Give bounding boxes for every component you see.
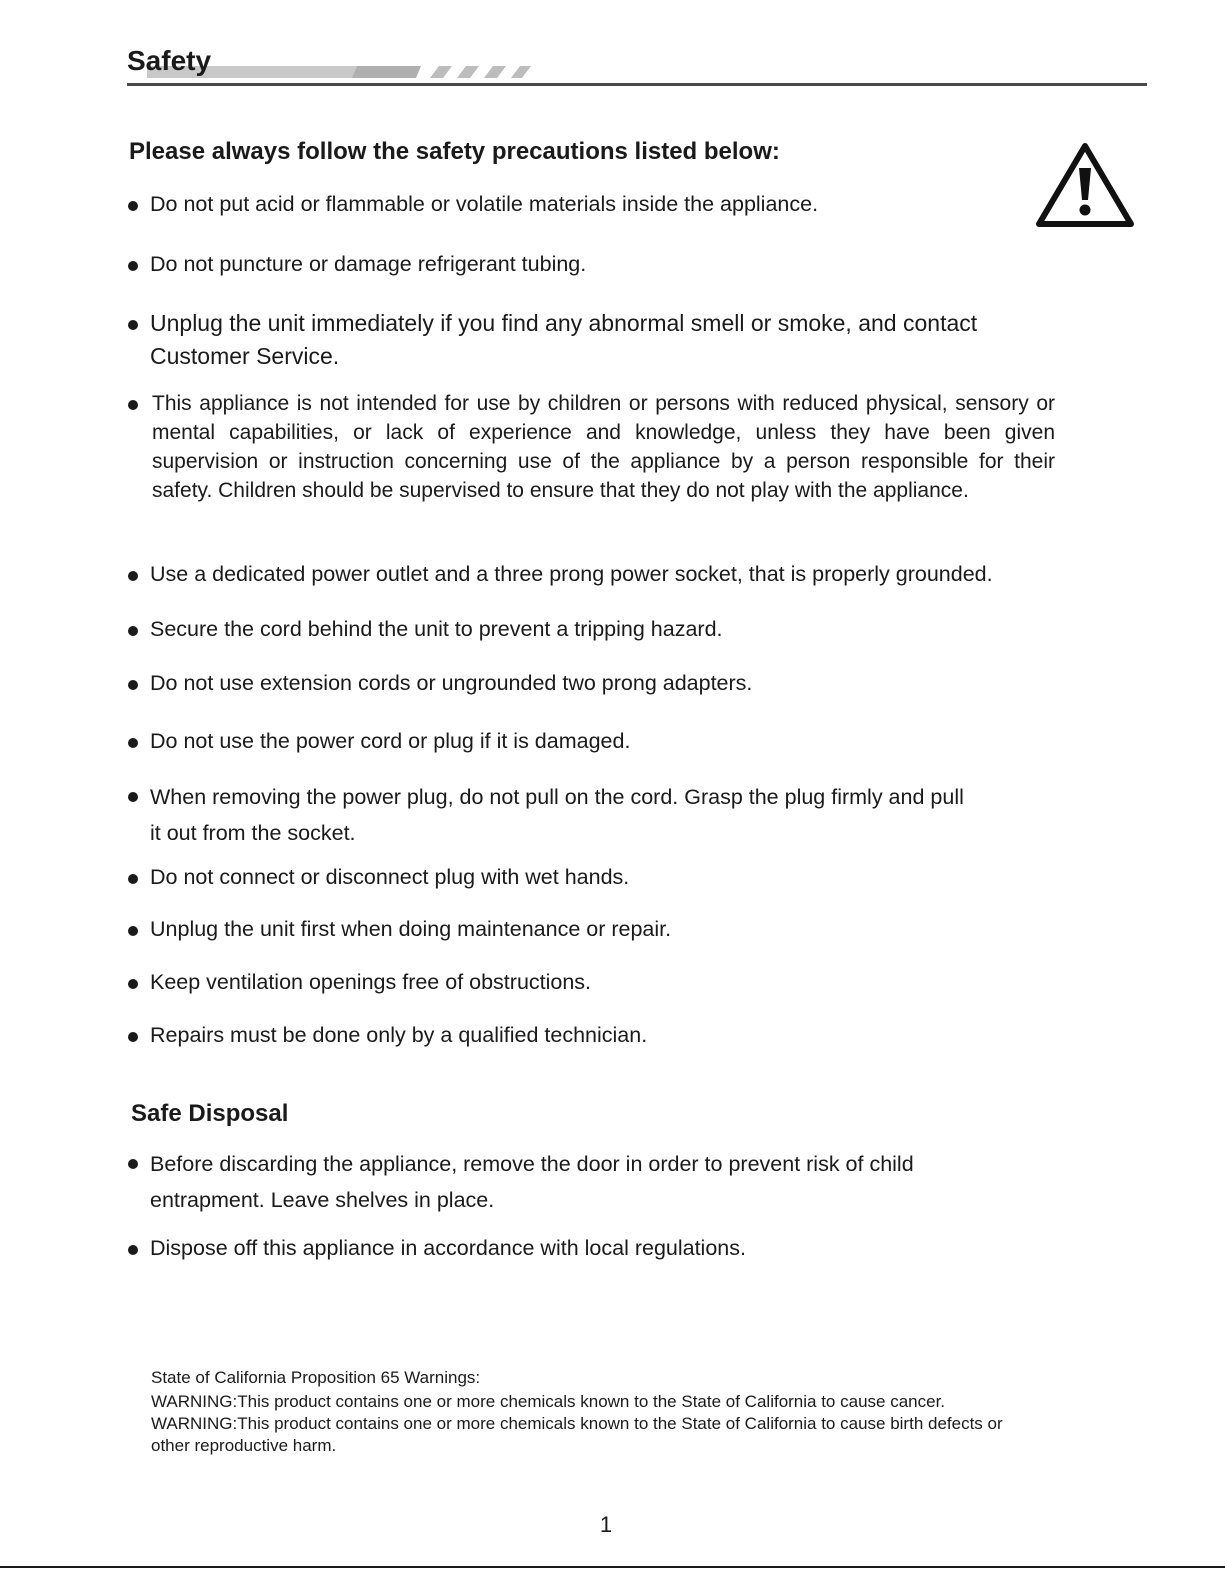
precaution-text: Secure the cord behind the unit to prevent a tripping hazard. — [150, 617, 723, 641]
precaution-text-line: Unplug the unit immediately if you find any abnormal smell or smoke, and contact — [150, 310, 978, 336]
precaution-item — [128, 861, 629, 894]
bullet-icon — [128, 1159, 138, 1169]
precaution-item — [128, 1019, 647, 1052]
bullet-icon — [128, 261, 138, 271]
bullet-icon — [128, 1245, 138, 1255]
disposal-item — [128, 1146, 914, 1218]
precaution-text-line: it out from the socket. — [150, 821, 356, 845]
precaution-item — [128, 558, 993, 591]
disposal-item — [128, 1232, 746, 1265]
bullet-icon — [128, 571, 138, 581]
precaution-text-line: Customer Service. — [150, 343, 340, 369]
bullet-icon — [128, 626, 138, 636]
precaution-text: Unplug the unit first when doing maintenance or repair. — [150, 917, 672, 941]
precaution-item — [128, 307, 977, 373]
bullet-icon — [128, 979, 138, 989]
precaution-text: Do not connect or disconnect plug with wet hands. — [150, 865, 630, 889]
page-number: 1 — [599, 1512, 613, 1537]
prop65-title: State of California Proposition 65 Warnings: — [151, 1368, 481, 1387]
disposal-text-line: Before discarding the appliance, remove the door in order to prevent risk of child — [150, 1152, 914, 1176]
prop65-warning-cancer: WARNING:This product contains one or more chemicals known to the State of California to cause cancer. — [151, 1392, 946, 1411]
warning-triangle-icon — [1034, 140, 1136, 230]
bottom-divider — [0, 1566, 1225, 1568]
precaution-item — [128, 613, 723, 646]
header-rule-graphic — [127, 64, 1158, 90]
precaution-text: Do not use extension cords or ungrounded two prong adapters. — [150, 671, 753, 695]
bullet-icon — [128, 792, 138, 802]
prop65-notice — [151, 1367, 1003, 1457]
precaution-item — [128, 966, 591, 999]
precaution-item — [128, 667, 752, 700]
bullet-icon — [128, 400, 138, 410]
bullet-icon — [128, 926, 138, 936]
precaution-item — [128, 389, 1055, 505]
disposal-text: Dispose off this appliance in accordance with local regulations. — [150, 1236, 746, 1260]
precaution-item — [128, 188, 818, 221]
bullet-icon — [128, 874, 138, 884]
precaution-paragraph: This appliance is not intended for use by children or persons with reduced physical, sensory or mental capabilities, or lack of experience and knowledge, unless they have been given supervision or instruction concerning use of the appliance by a person responsible for their safety. Children should be supervised to ensure that they do not play with the appliance. — [152, 392, 1055, 502]
precaution-item — [128, 725, 630, 758]
intro-heading: Please always follow the safety precautions listed below: — [129, 138, 780, 165]
precaution-item — [128, 248, 586, 281]
section-title: Safety — [127, 45, 212, 76]
bullet-icon — [128, 738, 138, 748]
disposal-heading: Safe Disposal — [131, 1100, 289, 1127]
precaution-item — [128, 913, 671, 946]
bullet-icon — [128, 1032, 138, 1042]
precaution-text: Do not use the power cord or plug if it is damaged. — [150, 729, 631, 753]
bullet-icon — [128, 320, 138, 330]
precaution-text: Use a dedicated power outlet and a three prong power socket, that is properly grounded. — [150, 562, 993, 586]
bullet-icon — [128, 680, 138, 690]
precaution-text-line: When removing the power plug, do not pull on the cord. Grasp the plug firmly and pull — [150, 785, 964, 809]
prop65-warning-reproductive-cont: other reproductive harm. — [151, 1436, 337, 1455]
precaution-item — [128, 779, 964, 851]
precaution-text: Do not puncture or damage refrigerant tubing. — [150, 252, 587, 276]
precaution-text: Do not put acid or flammable or volatile materials inside the appliance. — [150, 192, 819, 216]
prop65-warning-reproductive: WARNING:This product contains one or more chemicals known to the State of California to cause birth defects or — [151, 1414, 1003, 1433]
precaution-text: Repairs must be done only by a qualified technician. — [150, 1023, 648, 1047]
precaution-text: Keep ventilation openings free of obstructions. — [150, 970, 592, 994]
bullet-icon — [128, 201, 138, 211]
disposal-text-line: entrapment. Leave shelves in place. — [150, 1188, 495, 1212]
